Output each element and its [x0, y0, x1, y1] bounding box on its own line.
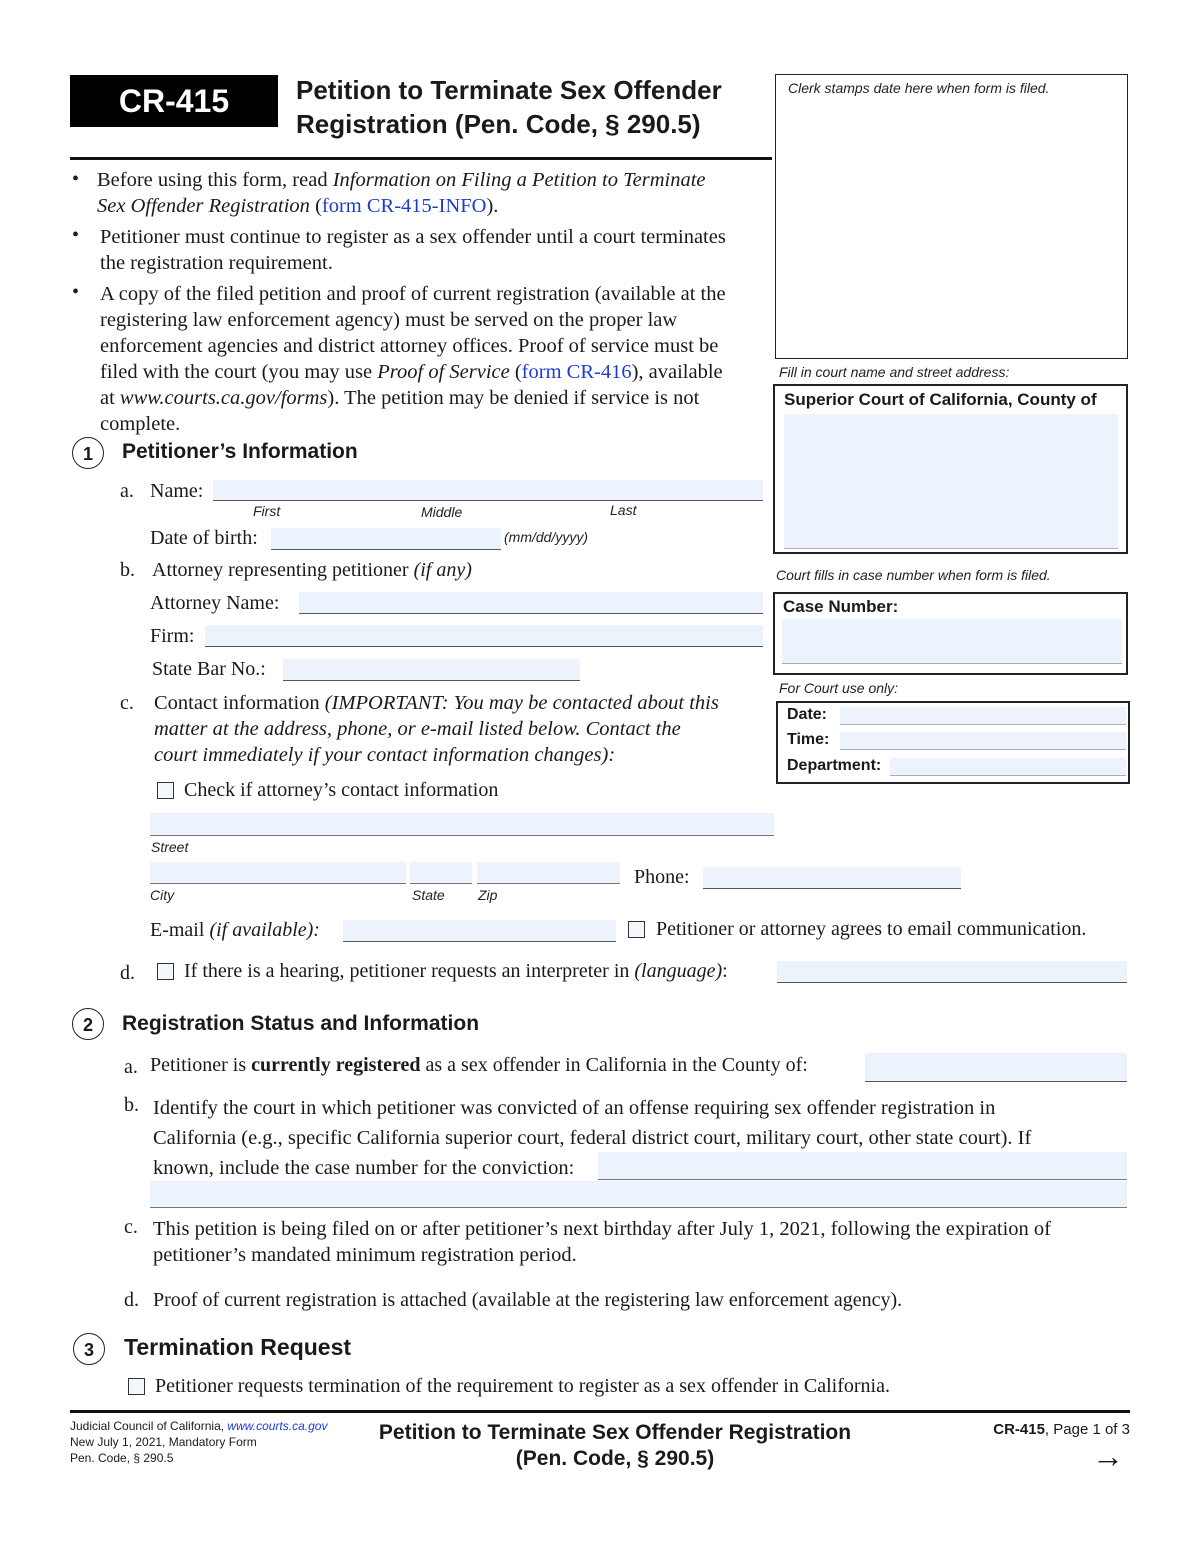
state-input[interactable]: [410, 862, 472, 884]
contact-italic2: matter at the address, phone, or e-mail listed below. Contact the: [154, 718, 681, 740]
email-label: [150, 917, 320, 943]
item-1b-letter: b.: [120, 559, 135, 581]
court-name-label: Superior Court of California, County of: [784, 390, 1097, 409]
court-name-box: [773, 384, 1128, 554]
bullet-3-dot: •: [72, 281, 80, 303]
case-fill-label: Court fills in case number when form is filed.: [776, 567, 1051, 583]
b3-line4-pre: filed with the court (you may use: [100, 361, 378, 383]
item-2b-line2: California (e.g., specific California superior court, federal district court, military court, other state court). If: [153, 1127, 1032, 1149]
b1-italic2: Sex Offender Registration: [97, 195, 310, 217]
form-cr-415-info-link[interactable]: form CR-415-INFO: [321, 195, 487, 217]
email-agree-checkbox[interactable]: [628, 921, 645, 938]
footer-council: Judicial Council of California,: [70, 1419, 228, 1433]
b3-line5-pre: at: [100, 387, 120, 409]
case-number-box: [773, 592, 1128, 675]
item-2d-letter: d.: [124, 1289, 139, 1311]
courts-website-link[interactable]: www.courts.ca.gov: [227, 1419, 328, 1433]
b3-line6: complete.: [100, 413, 181, 435]
item-2c-line2: petitioner’s mandated minimum registration period.: [153, 1244, 577, 1266]
case-number-label: Case Number:: [783, 597, 899, 616]
footer-title-line2: (Pen. Code, § 290.5): [515, 1447, 715, 1470]
dob-label: Date of birth:: [150, 527, 258, 549]
b2-line1: Petitioner must continue to register as a sex offender until a court terminates: [100, 226, 726, 248]
street-input[interactable]: [150, 813, 774, 836]
state-bar-input[interactable]: [283, 659, 580, 681]
name-input[interactable]: [213, 480, 763, 501]
footer-code-line: Pen. Code, § 290.5: [70, 1451, 174, 1465]
b2-line2: the registration requirement.: [100, 252, 333, 274]
contact-info-text: [154, 690, 774, 768]
b1-pre: Before using this form, read: [97, 169, 333, 191]
bullet-1: [97, 167, 777, 219]
item-2a-letter: a.: [124, 1056, 138, 1078]
conviction-court-input[interactable]: [150, 1181, 1127, 1208]
last-name-caption: Last: [610, 502, 637, 518]
court-date-field[interactable]: [840, 707, 1126, 725]
item-2a-post: as a sex offender in California in the County of:: [420, 1054, 808, 1076]
attorney-contact-checkbox[interactable]: [157, 782, 174, 799]
b3-line5-italic: www.courts.ca.gov/forms: [119, 387, 328, 409]
title-line-1: Petition to Terminate Sex Offender: [296, 75, 722, 105]
form-cr-416-link[interactable]: form CR-416: [521, 361, 632, 383]
phone-label: Phone:: [634, 866, 690, 888]
city-caption: City: [150, 887, 175, 903]
b1-italic1: Information on Filing a Petition to Terminate: [332, 169, 706, 191]
footer-date-line: New July 1, 2021, Mandatory Form: [70, 1435, 257, 1449]
time-label: Time:: [787, 731, 830, 748]
b3-line5-post: ). The petition may be denied if service is not: [327, 387, 700, 409]
attorney-intro-text: Attorney representing petitioner: [152, 559, 414, 581]
item-1c-letter: c.: [120, 692, 134, 714]
item-2b-line1: Identify the court in which petitioner was convicted of an offense requiring sex offender registration in: [153, 1097, 996, 1119]
interpreter-label: [184, 958, 728, 984]
contact-italic3: court immediately if your contact information changes):: [154, 744, 616, 766]
section-1-number: 1: [72, 437, 104, 469]
city-input[interactable]: [150, 862, 406, 884]
dob-format-caption: (mm/dd/yyyy): [504, 529, 588, 545]
b3-line4-open: (: [509, 361, 522, 383]
firm-input[interactable]: [205, 625, 763, 647]
zip-input[interactable]: [477, 862, 620, 884]
footer-page-info: [940, 1421, 1130, 1438]
court-use-label: For Court use only:: [779, 680, 899, 696]
termination-request-checkbox[interactable]: [128, 1378, 145, 1395]
form-id-badge: [70, 75, 278, 127]
footer-title-line1: Petition to Terminate Sex Offender Registration: [378, 1421, 852, 1444]
next-page-arrow-icon[interactable]: →: [1092, 1438, 1124, 1474]
footer-title: [340, 1420, 890, 1472]
clerk-stamp-box: [775, 74, 1128, 359]
footer-page-number: , Page 1 of 3: [1044, 1421, 1130, 1438]
footer-form-id: CR-415: [993, 1421, 1045, 1438]
street-caption: Street: [151, 839, 189, 855]
attorney-intro: [152, 557, 472, 583]
section-3-title: Termination Request: [124, 1334, 352, 1360]
interpreter-italic: (language): [634, 960, 723, 982]
item-2d-text: Proof of current registration is attached (available at the registering law enforcement agency).: [153, 1289, 903, 1311]
termination-request-label: Petitioner requests termination of the requirement to register as a sex offender in California.: [155, 1375, 890, 1397]
footer-rule: [70, 1410, 1130, 1413]
item-2c-text: [153, 1216, 1133, 1268]
conviction-case-number-input[interactable]: [598, 1152, 1127, 1180]
registration-county-input[interactable]: [865, 1053, 1127, 1082]
header-rule: [70, 157, 772, 160]
page-title: [296, 73, 722, 141]
section-3-number: 3: [73, 1333, 105, 1365]
bullet-1-dot: •: [72, 168, 80, 190]
b3-line4-italic: Proof of Service: [377, 361, 510, 383]
title-line-2: Registration (Pen. Code, § 290.5): [296, 109, 701, 139]
b3-line4-post: ), available: [631, 361, 723, 383]
item-2b-letter: b.: [124, 1094, 139, 1116]
attorney-intro-italic: (if any): [413, 559, 472, 581]
state-caption: State: [412, 887, 445, 903]
bullet-3: [100, 281, 780, 437]
item-2a-pre: Petitioner is: [150, 1054, 252, 1076]
court-fill-label: Fill in court name and street address:: [779, 364, 1010, 380]
state-bar-label: State Bar No.:: [152, 658, 266, 680]
bullet-2: [100, 224, 780, 276]
court-department-field[interactable]: [890, 758, 1126, 776]
phone-input[interactable]: [703, 867, 961, 889]
attorney-name-label: Attorney Name:: [150, 592, 280, 614]
b3-line3: enforcement agencies and district attorney offices. Proof of service must be: [100, 335, 719, 357]
b1-close: ).: [486, 195, 499, 217]
zip-caption: Zip: [478, 887, 498, 903]
interpreter-pre: If there is a hearing, petitioner requests an interpreter in: [184, 960, 635, 982]
court-time-field[interactable]: [840, 732, 1126, 750]
item-1a-letter: a.: [120, 480, 134, 502]
item-1d-letter: d.: [120, 962, 135, 984]
item-2c-letter: c.: [124, 1216, 138, 1238]
item-2b-line3: known, include the case number for the conviction:: [153, 1157, 575, 1179]
court-use-box: [776, 701, 1130, 784]
email-agree-label: Petitioner or attorney agrees to email communication.: [656, 918, 1087, 940]
date-label: Date:: [787, 706, 828, 723]
section-2-number: 2: [72, 1008, 104, 1040]
b3-line2: registering law enforcement agency) must be served on the proper law: [100, 309, 678, 331]
b1-open: (: [309, 195, 322, 217]
firm-label: Firm:: [150, 625, 195, 647]
email-label-text: E-mail: [150, 919, 210, 941]
section-1-title: Petitioner’s Information: [122, 440, 358, 463]
interpreter-checkbox[interactable]: [157, 963, 174, 980]
interpreter-post: :: [722, 960, 728, 982]
case-number-field[interactable]: [782, 619, 1122, 664]
contact-italic1: (IMPORTANT: You may be contacted about this: [324, 692, 719, 714]
clerk-stamp-label: Clerk stamps date here when form is filed.: [788, 80, 1050, 96]
contact-label: Contact information: [154, 692, 325, 714]
section-2-title: Registration Status and Information: [122, 1012, 480, 1035]
bullet-2-dot: •: [72, 224, 80, 246]
item-2a-text: [150, 1052, 808, 1078]
first-name-caption: First: [253, 503, 281, 519]
court-address-field[interactable]: [784, 414, 1118, 549]
b3-line1: A copy of the filed petition and proof of current registration (available at the: [100, 283, 726, 305]
item-2a-bold: currently registered: [251, 1054, 421, 1076]
department-label: Department:: [787, 757, 882, 774]
email-label-italic: (if available):: [209, 919, 320, 941]
item-2c-line1: This petition is being filed on or after petitioner’s next birthday after July 1, 2021, following the expiration of: [153, 1218, 1052, 1240]
attorney-contact-label: Check if attorney’s contact information: [184, 779, 499, 801]
middle-name-caption: Middle: [421, 504, 463, 520]
name-label: Name:: [150, 480, 204, 502]
dob-input[interactable]: [271, 528, 501, 550]
form-id: CR-415: [118, 83, 230, 119]
attorney-name-input[interactable]: [299, 592, 763, 614]
email-input[interactable]: [343, 920, 616, 942]
footer-left: [70, 1418, 327, 1466]
interpreter-language-input[interactable]: [777, 961, 1127, 983]
